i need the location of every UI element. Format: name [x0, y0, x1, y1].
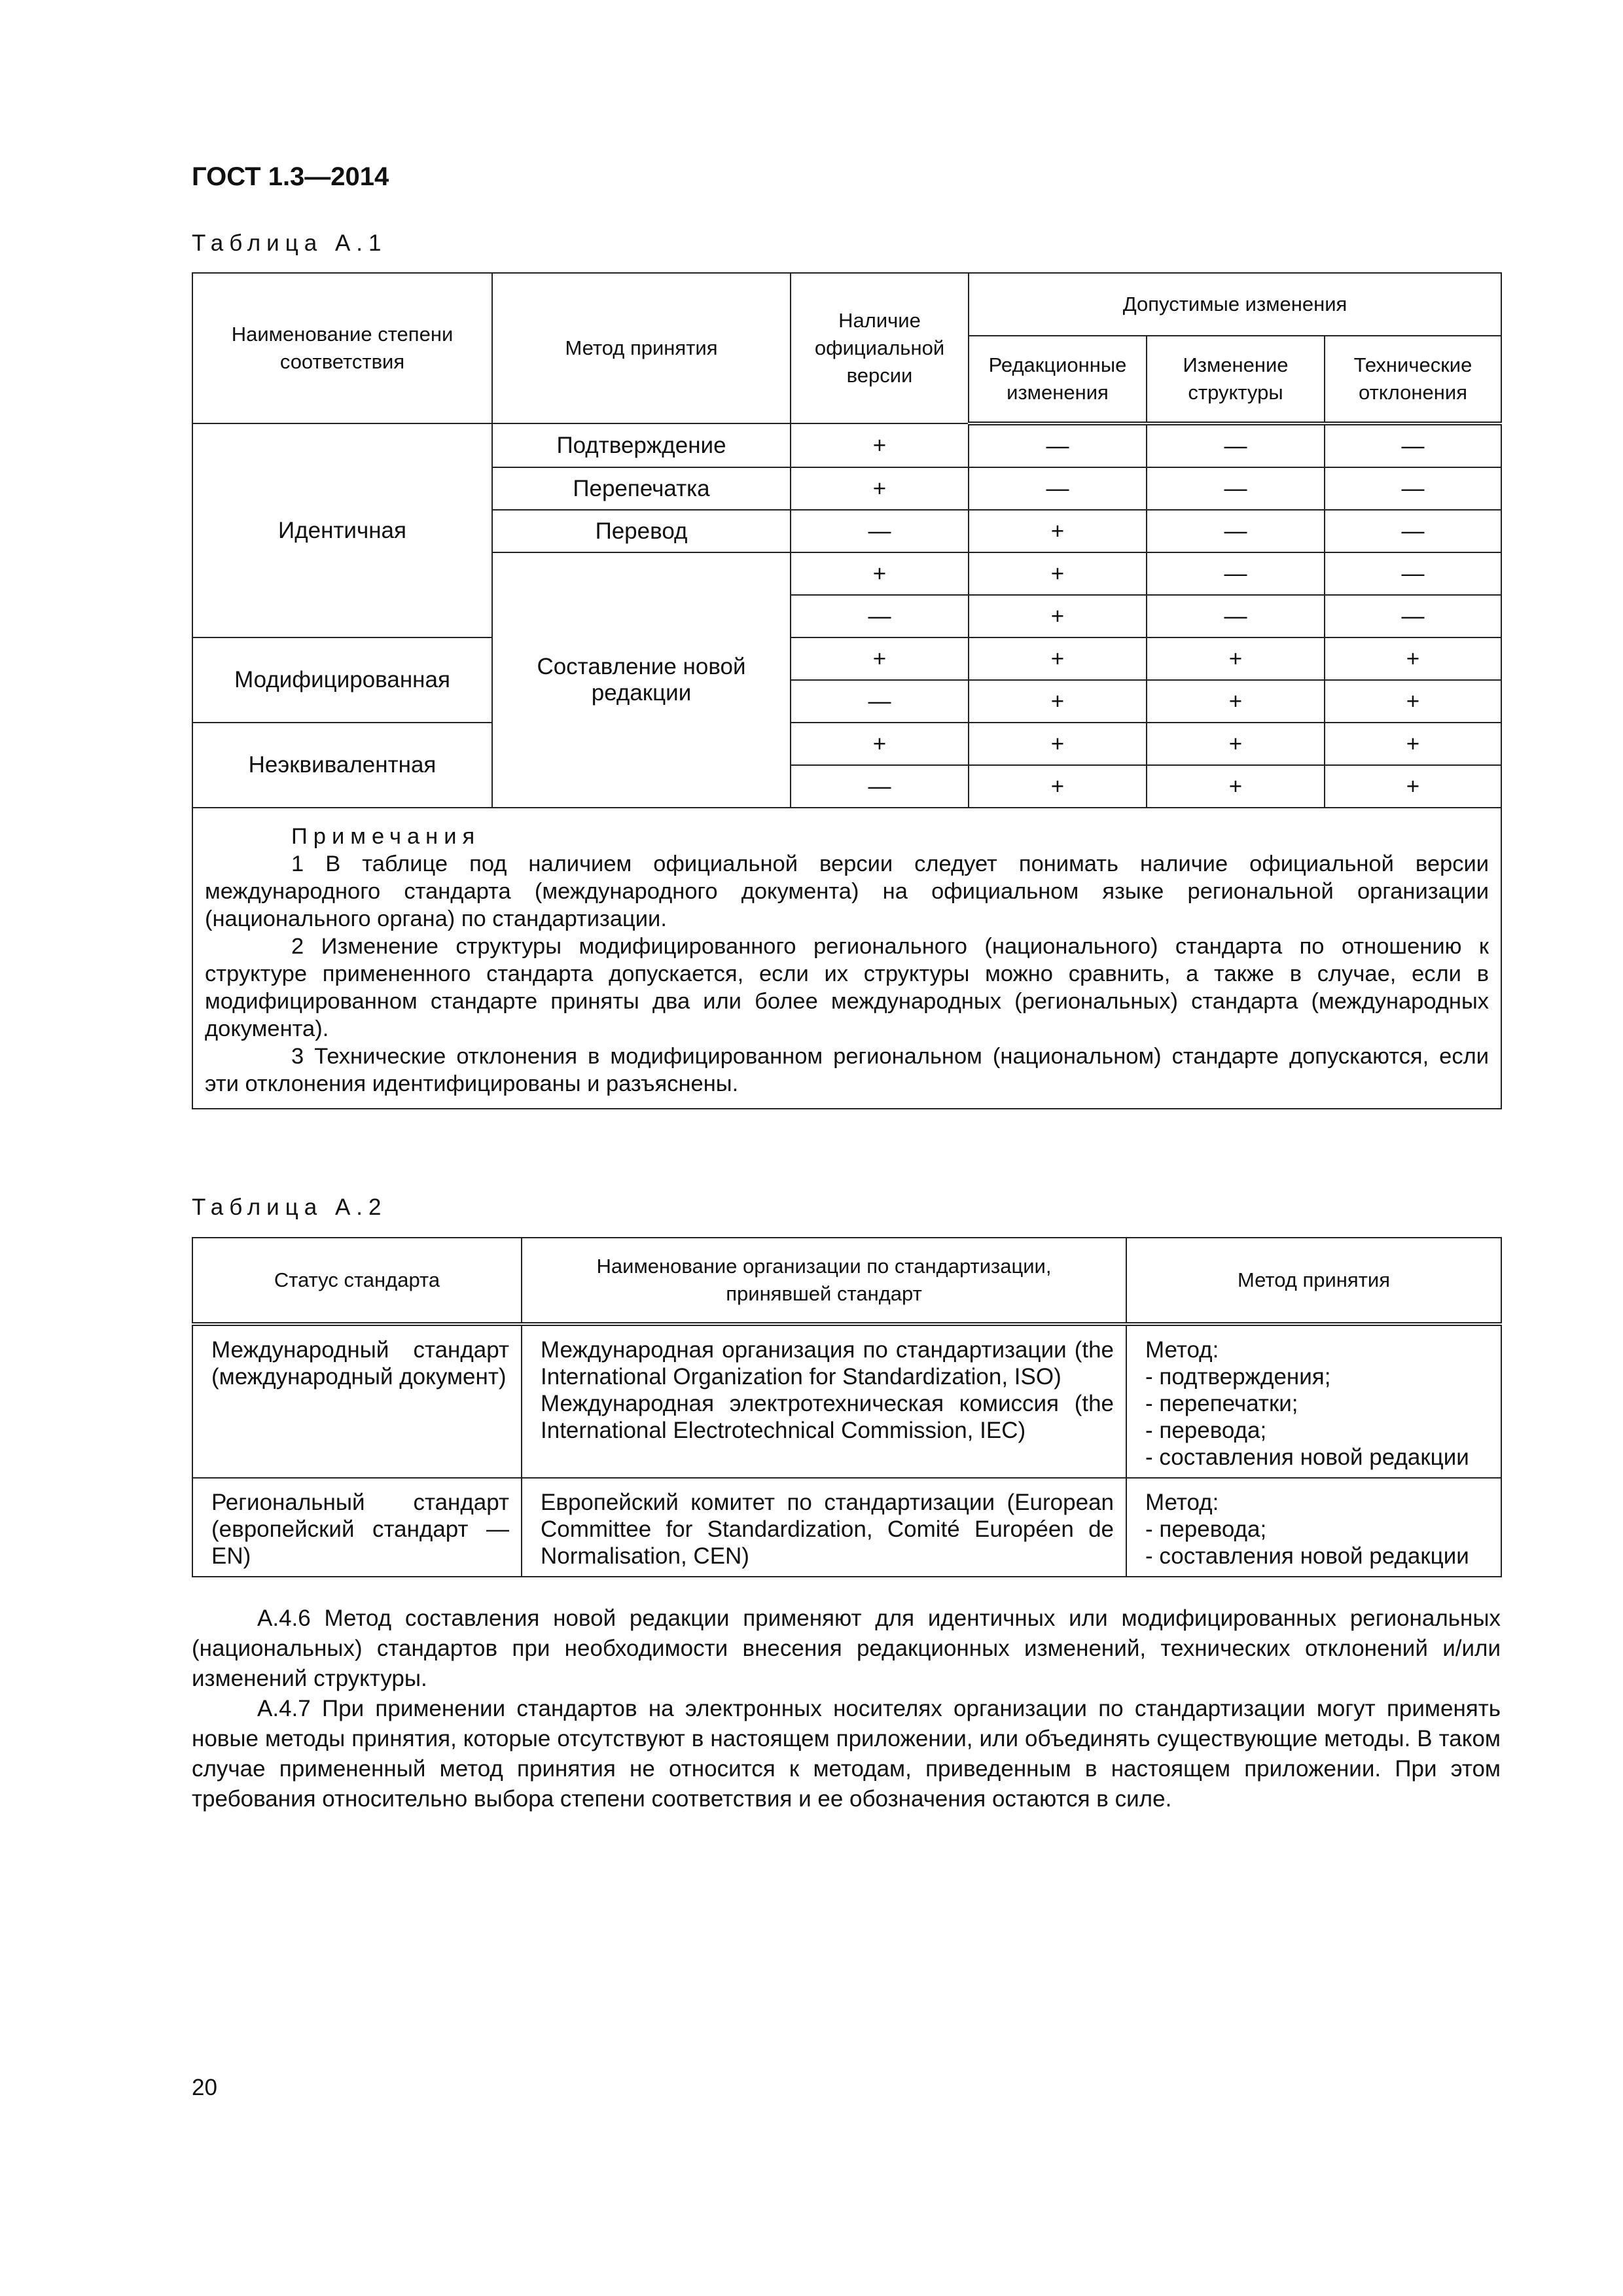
table-cell: +: [1147, 723, 1325, 765]
note-3: 3 Технические отклонения в модифицированном региональном (национальном) стандарте допускаются, если эти отклонения идентифицированы и разъяснены.: [205, 1044, 1489, 1096]
table-cell: +: [969, 552, 1147, 595]
table-cell: —: [1147, 423, 1325, 467]
method-label: Метод:: [1145, 1337, 1219, 1363]
table-cell: —: [1147, 552, 1325, 595]
table-cell: +: [1147, 680, 1325, 723]
degree-modified: Модифицированная: [192, 637, 492, 723]
org-cen: Европейский комитет по стандартизации (European Committee for Standardization, Comité Européen de Normalisation, CEN): [541, 1490, 1114, 1569]
method-item: - перевода;: [1145, 1418, 1267, 1443]
org-international: [522, 1324, 1126, 1478]
notes-title: Примечания: [291, 824, 481, 849]
status-regional: Региональный стандарт (европейский стандарт — EN): [192, 1478, 522, 1577]
table-cell: —: [1147, 510, 1325, 552]
org-regional: [522, 1478, 1126, 1577]
header-method: Метод принятия: [492, 273, 791, 423]
table-cell: +: [1325, 765, 1501, 808]
table-cell: +: [1325, 680, 1501, 723]
table-cell: —: [1147, 467, 1325, 510]
table-a1-notes: [192, 808, 1501, 1109]
method-item: - перепечатки;: [1145, 1391, 1298, 1416]
header-allowed-changes: Допустимые изменения: [969, 273, 1501, 336]
table-cell: —: [1147, 595, 1325, 637]
table-cell: —: [791, 510, 969, 552]
table-cell: —: [1325, 423, 1501, 467]
table-cell: —: [969, 467, 1147, 510]
table-cell: —: [969, 423, 1147, 467]
method-confirmation: Подтверждение: [492, 423, 791, 467]
degree-identical: Идентичная: [192, 423, 492, 637]
table-cell: —: [791, 765, 969, 808]
method-item: - перевода;: [1145, 1516, 1267, 1542]
methods-international: [1126, 1324, 1501, 1478]
status-international: Международный стандарт (международный документ): [192, 1324, 522, 1478]
page-number: 20: [192, 2075, 217, 2100]
method-label: Метод:: [1145, 1490, 1219, 1515]
table-a1: [192, 272, 1502, 1109]
table-cell: +: [969, 765, 1147, 808]
header-official-version: Наличие официальной версии: [791, 273, 969, 423]
table-cell: +: [969, 637, 1147, 680]
table-cell: +: [791, 423, 969, 467]
header-editorial: Редакционные изменения: [969, 336, 1147, 423]
header-structure: Изменение структуры: [1147, 336, 1325, 423]
org-iso: Международная организация по стандартизации (the International Organization for Standardization, ISO): [541, 1337, 1114, 1390]
table-cell: +: [969, 595, 1147, 637]
paragraph-a-4-7: А.4.7 При применении стандартов на электронных носителях организации по стандартизации могут применять новые методы принятия, которые отсутствуют в настоящем приложении, или объединять существующие методы. В таком случае примененный метод принятия не относится к методам, приведенным в настоящем приложении. При этом требования относительно выбора степени соответствия и ее обозначения остаются в силе.: [192, 1696, 1501, 1812]
table-cell: —: [1325, 510, 1501, 552]
method-item: - составления новой редакции: [1145, 1444, 1469, 1470]
method-item: - составления новой редакции: [1145, 1543, 1469, 1569]
table-cell: +: [791, 467, 969, 510]
table-cell: —: [1325, 595, 1501, 637]
table-a1-caption: Таблица А.1: [192, 230, 387, 256]
table-cell: —: [1325, 467, 1501, 510]
table-cell: +: [1147, 637, 1325, 680]
degree-non-equivalent: Неэквивалентная: [192, 723, 492, 808]
method-reprint: Перепечатка: [492, 467, 791, 510]
table-cell: +: [969, 680, 1147, 723]
table-cell: +: [1325, 723, 1501, 765]
method-translation: Перевод: [492, 510, 791, 552]
body-text: [192, 1604, 1501, 1814]
header-adoption-method: Метод принятия: [1126, 1238, 1501, 1324]
table-cell: +: [791, 637, 969, 680]
header-status: Статус стандарта: [192, 1238, 522, 1324]
org-iec: Международная электротехническая комиссия (the International Electrotechnical Commission, IEC): [541, 1391, 1114, 1443]
table-cell: —: [791, 595, 969, 637]
header-organization: Наименование организации по стандартизации, принявшей стандарт: [522, 1238, 1126, 1324]
table-a2-caption: Таблица А.2: [192, 1194, 387, 1220]
note-1: 1 В таблице под наличием официальной версии следует понимать наличие официальной версии международного стандарта (международного документа) на официальном языке региональной организации (национального органа) по стандартизации.: [205, 852, 1489, 931]
table-cell: +: [791, 723, 969, 765]
table-cell: +: [1147, 765, 1325, 808]
table-cell: +: [969, 723, 1147, 765]
method-new-edition: Составление новой редакции: [492, 552, 791, 808]
header-technical: Технические отклонения: [1325, 336, 1501, 423]
methods-regional: [1126, 1478, 1501, 1577]
table-a2: [192, 1237, 1502, 1577]
method-item: - подтверждения;: [1145, 1364, 1331, 1390]
table-cell: —: [791, 680, 969, 723]
table-cell: +: [791, 552, 969, 595]
table-cell: —: [1325, 552, 1501, 595]
table-cell: +: [1325, 637, 1501, 680]
note-2: 2 Изменение структуры модифицированного регионального (национального) стандарта по отношению к структуре примененного стандарта допускается, если их структуры можно сравнить, а также в случае, если в модифицированном стандарте приняты два или более международных (региональных) стандарта (международных документа).: [205, 934, 1489, 1041]
document-code: ГОСТ 1.3—2014: [192, 162, 389, 191]
paragraph-a-4-6: А.4.6 Метод составления новой редакции применяют для идентичных или модифицированных региональных (национальных) стандартов при необходимости внесения редакционных изменений, технических отклонений и/или изменений структуры.: [192, 1605, 1501, 1691]
header-degree: Наименование степени соответствия: [192, 273, 492, 423]
table-cell: +: [969, 510, 1147, 552]
